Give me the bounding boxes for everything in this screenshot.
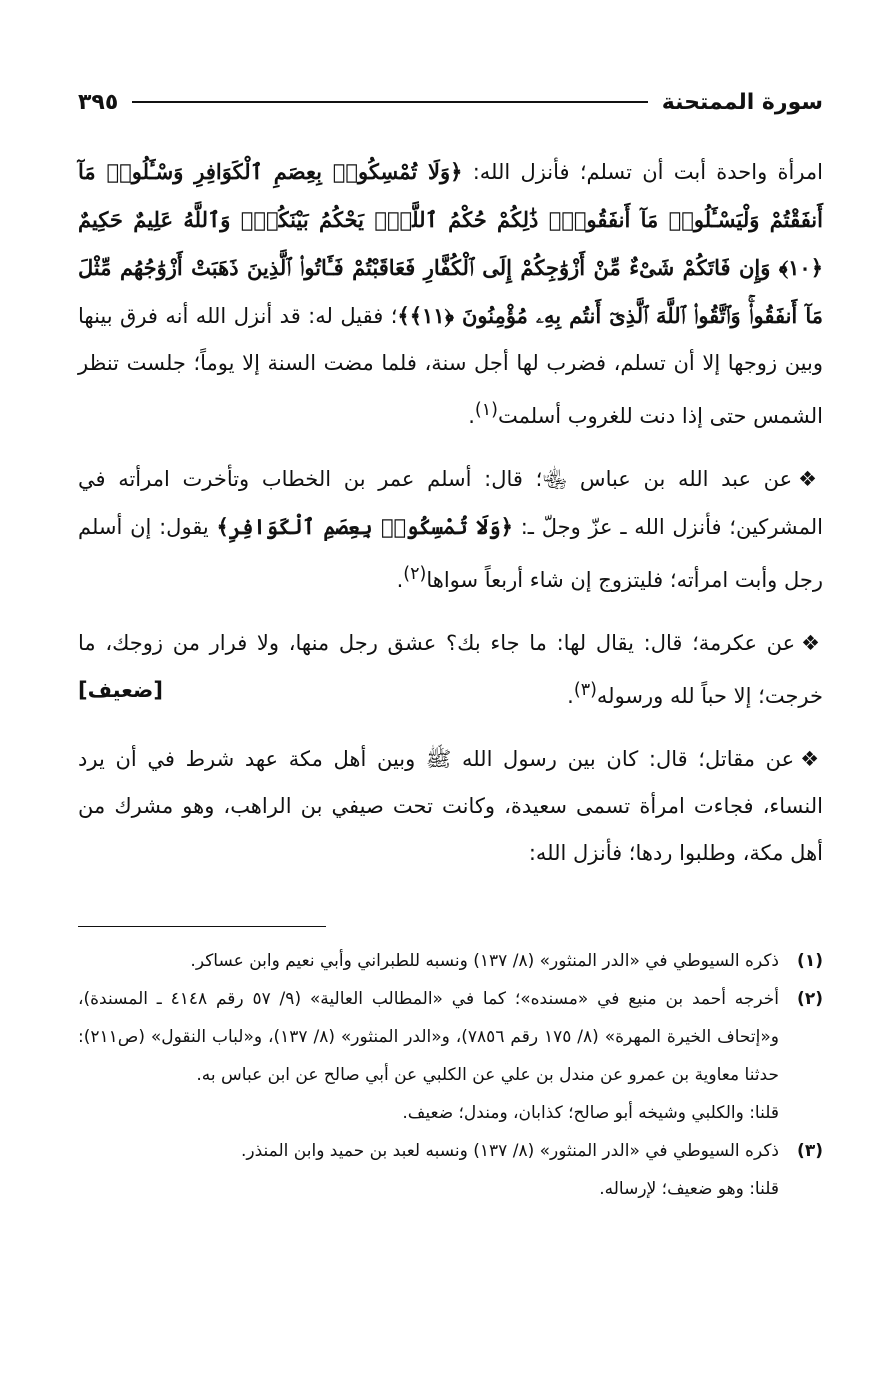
footnote-line: ذكره السيوطي في «الدر المنثور» (٨/ ١٣٧) ونسبه لعبد بن حميد وابن المنذر. — [241, 1141, 779, 1161]
paragraph-3-text: عن عكرمة؛ قال: يقال لها: ما جاء بك؟ عشق رجل منها، ولا فرار من زوجك، ما خرجت؛ إلا حباً لله ورسوله — [78, 631, 823, 708]
paragraph-1-intro: امرأة واحدة أبت أن تسلم؛ فأنزل الله: — [462, 160, 823, 184]
book-page — [78, 0, 823, 1388]
footnote-number: (٢) — [797, 989, 823, 1009]
main-text — [78, 148, 823, 877]
footnote-ref-2: (٢) — [403, 564, 427, 584]
footnote-number: (١) — [797, 951, 823, 971]
narration-marker-icon: ❖ — [801, 631, 823, 655]
paragraph-3-end: . — [567, 684, 574, 708]
narration-marker-icon: ❖ — [798, 467, 823, 491]
paragraph-4 — [78, 736, 823, 877]
footnote-line: قلنا: وهو ضعيف؛ لإرساله. — [599, 1179, 779, 1199]
footnotes — [78, 942, 823, 1208]
footnote-body — [78, 980, 779, 1132]
paragraph-2-text-b: يقول: إن أسلم رجل وأبت امرأته؛ فليتزوج إن شاء أربعاً سواها — [78, 515, 823, 592]
footnote-line: أخرجه أحمد بن منيع في «مسنده»؛ كما في «المطالب العالية» (٩/ ٥٧ رقم ٤١٤٨ ـ المسندة)، و«إتحاف الخيرة المهرة» (٨/ ١٧٥ رقم ٧٨٥٦)، و«الدر المنثور» (٨/ ١٣٧)، و«لباب النقول» (ص٢١١): حدثنا معاوية بن عمرو عن مندل بن علي عن الكلبي عن أبي صالح عن ابن عباس به. — [78, 989, 780, 1085]
footnote-separator — [78, 926, 326, 927]
paragraph-2 — [78, 456, 823, 604]
footnote-body — [78, 1132, 779, 1208]
quran-verse: ﴿وَلَا تُمْسِكُوا۟ بِعِصَمِ ٱلْكَوَافِرِ وَسْـَٔلُوا۟ مَآ أَنفَقْتُمْ وَلْيَسْـَٔلُوا۟ مَآ أَنفَقُوا۟ۚ ذَٰلِكُمْ حُكْمُ ٱللَّهِۖ يَحْكُمُ بَيْنَكُمْۚ وَٱللَّهُ عَلِيمٌ حَكِيمٌ ﴿١٠﴾ وَإِن فَاتَكُمْ شَىْءٌ مِّنْ أَزْوَٰجِكُمْ إِلَى ٱلْكُفَّارِ فَعَاقَبْتُمْ فَـَٔاتُوا۟ ٱلَّذِينَ ذَهَبَتْ أَزْوَٰجُهُم مِّثْلَ مَآ أَنفَقُوا۟ۚ وَٱتَّقُوا۟ ٱللَّهَ ٱلَّذِىٓ أَنتُم بِهِۦ مُؤْمِنُونَ ﴿١١﴾﴾ — [78, 159, 823, 328]
paragraph-2-end: . — [396, 568, 404, 592]
quran-verse: ﴿وَلَا تُمْسِكُوا۟ بِعِصَمِ ٱلْكَوَافِرِ﴾ — [216, 514, 513, 539]
footnote-ref-3: (٣) — [573, 680, 597, 700]
paragraph-1 — [78, 148, 823, 440]
paragraph-1-end: . — [468, 404, 475, 428]
footnote-body — [78, 942, 779, 980]
narration-marker-icon: ❖ — [800, 747, 823, 771]
footnote-3 — [78, 1132, 823, 1208]
footnote-2 — [78, 980, 823, 1132]
header-rule — [132, 101, 648, 103]
footnote-number: (٣) — [797, 1141, 823, 1161]
footnote-line: ذكره السيوطي في «الدر المنثور» (٨/ ١٣٧) ونسبه للطبراني وأبي نعيم وابن عساكر. — [190, 951, 779, 971]
paragraph-1-rest: ؛ فقيل له: قد أنزل الله أنه فرق بينها وبين زوجها إلا أن تسلم، فضرب لها أجل سنة، فلما مضت السنة إلا يوماً؛ جلست تنظر الشمس حتى إذا دنت للغروب أسلمت — [78, 304, 823, 428]
footnote-ref-1: (١) — [474, 400, 498, 420]
surah-title: سورة الممتحنة — [661, 89, 823, 115]
paragraph-4-text: عن مقاتل؛ قال: كان بين رسول الله ﷺ وبين أهل مكة عهد شرط في أن يرد النساء، فجاءت امرأة تسمى سعيدة، وكانت تحت صيفي بن الراهب، وهو مشرك من أهل مكة، وطلبوا ردها؛ فأنزل الله: — [78, 747, 823, 865]
paragraph-2-text-a: عن عبد الله بن عباس ﵄؛ قال: أسلم عمر بن الخطاب وتأخرت امرأته في المشركين؛ فأنزل الله ـ عزّ وجلّ ـ: — [78, 467, 823, 539]
page-number: ٣٩٥ — [78, 89, 119, 115]
footnote-line: قلنا: والكلبي وشيخه أبو صالح؛ كذابان، ومندل؛ ضعيف. — [402, 1103, 779, 1123]
paragraph-3 — [78, 620, 823, 720]
page-header — [78, 80, 823, 124]
footnote-1 — [78, 942, 823, 980]
grading-label: [ضعيف] — [78, 678, 163, 702]
